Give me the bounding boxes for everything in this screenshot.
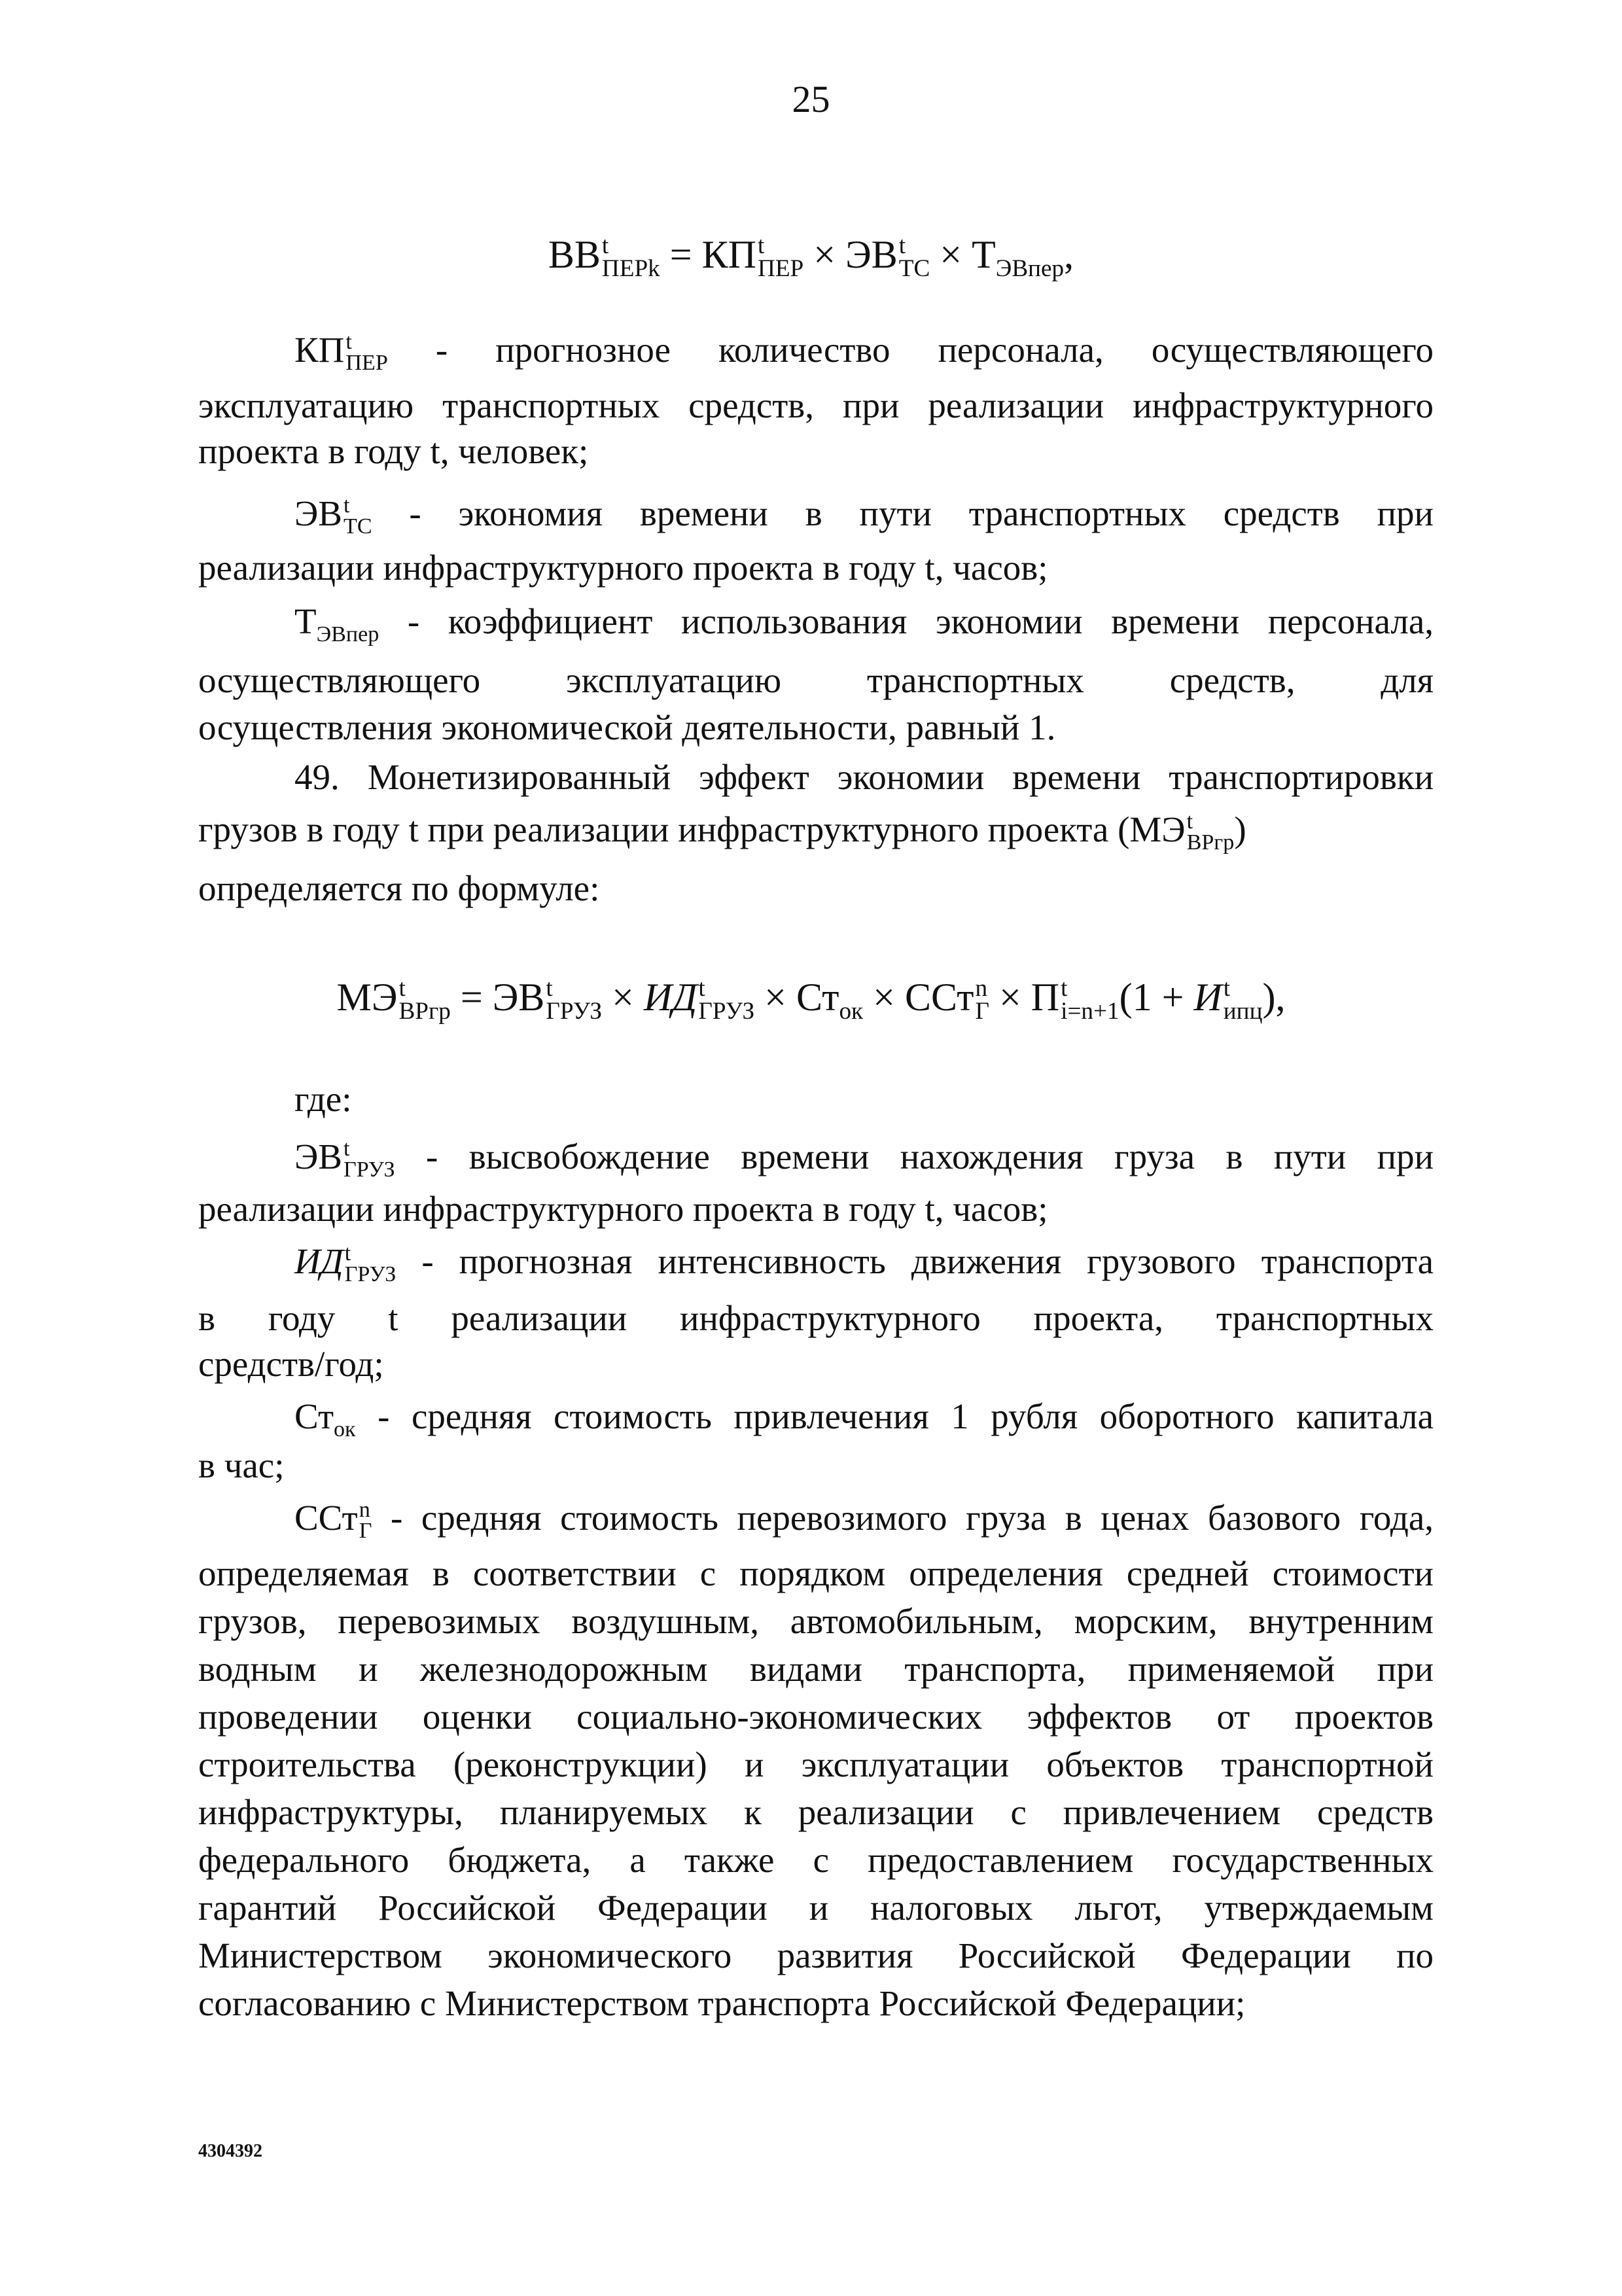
def-st-ok-line1: $Ст_{ок}$ - средняя стоимость привлечения 1 рубля оборотного капитала bbox=[294, 1396, 1434, 1441]
symbol-me-vrgr: МЭ t ВРгр bbox=[1129, 809, 1235, 855]
def-sst-line: определяемая в соответствии с порядком определения средней стоимости bbox=[198, 1553, 1434, 1593]
page-number: 25 bbox=[792, 78, 830, 120]
def-sst-line: федерального бюджета, а также с предоставлением государственных bbox=[198, 1840, 1434, 1880]
symbol-ev-gruz: ЭВ t ГРУЗ bbox=[294, 1136, 395, 1182]
def-t-evper-line3: осуществления экономической деятельности, равный 1. bbox=[198, 707, 1056, 747]
symbol-sst-g: ССт n Г bbox=[294, 1497, 372, 1543]
def-sst-line: водным и железнодорожным видами транспорта, применяемой при bbox=[198, 1649, 1434, 1689]
def-id-gruz-line3: средств/год; bbox=[198, 1344, 384, 1384]
where-label: где: bbox=[294, 1079, 352, 1119]
symbol-kp: КП t ПЕР bbox=[294, 329, 388, 375]
def-sst-line1: ССт n Г - средняя стоимость перевозимого груза в ценах базового года, bbox=[294, 1497, 1434, 1543]
def-kp-line3: проекта в году t, человек; bbox=[198, 431, 589, 471]
def-id-gruz-line2: в году t реализации инфраструктурного проекта, транспортных bbox=[198, 1298, 1434, 1338]
para49-line1: 49. Монетизированный эффект экономии времени транспортировки bbox=[294, 757, 1434, 797]
symbol-id-gruz: ИД t ГРУЗ bbox=[294, 1241, 397, 1286]
def-ev-gruz-line1: ЭВ t ГРУЗ - высвобождение времени нахождения груза в пути при bbox=[294, 1136, 1434, 1182]
def-sst-line: согласованию с Министерством транспорта Российской Федерации; bbox=[198, 1983, 1246, 2023]
document-code: 4304392 bbox=[198, 2141, 262, 2161]
def-ev-gruz-line2: реализации инфраструктурного проекта в году t, часов; bbox=[198, 1189, 1048, 1229]
def-sst-line: гарантий Российской Федерации и налоговых льгот, утверждаемым bbox=[198, 1888, 1434, 1928]
symbol-ev-tc: ЭВ t ТС bbox=[294, 493, 372, 539]
para49-line3: определяется по формуле: bbox=[198, 868, 600, 908]
def-kp-line2: эксплуатацию транспортных средств, при реализации инфраструктурного bbox=[198, 385, 1434, 425]
formula-vv-perk: ВВ t ПЕРk = КП t ПЕР × ЭВ t ТС × $Т_{ЭВпер}$, bbox=[548, 232, 1074, 283]
def-sst-line: Министерством экономического развития Российской Федерации по bbox=[198, 1935, 1434, 1975]
def-kp-line1: КП t ПЕР - прогнозное количество персонала, осуществляющего bbox=[294, 329, 1434, 375]
def-ev-tc-line1: ЭВ t ТС - экономия времени в пути транспортных средств при bbox=[294, 493, 1434, 539]
def-sst-line: инфраструктуры, планируемых к реализации с привлечением средств bbox=[198, 1792, 1434, 1832]
def-sst-line: строительства (реконструкции) и эксплуатации объектов транспортной bbox=[198, 1744, 1434, 1784]
def-st-ok-line2: в час; bbox=[198, 1445, 285, 1485]
formula-me-vrgr: МЭ t ВРгр = ЭВ t ГРУЗ × ИД t ГРУЗ × $Ст_{ок}$ × ССт n Г × П t i=n+1 (1 + И t ипц ), bbox=[336, 974, 1286, 1025]
symbol-t-evper: $Т_{ЭВпер}$ bbox=[294, 601, 379, 646]
def-id-gruz-line1: ИД t ГРУЗ - прогнозная интенсивность движения грузового транспорта bbox=[294, 1241, 1434, 1286]
def-sst-line: грузов, перевозимых воздушным, автомобильным, морским, внутренним bbox=[198, 1601, 1434, 1641]
def-t-evper-line1: $Т_{ЭВпер}$ - коэффициент использования экономии времени персонала, bbox=[294, 601, 1434, 646]
def-t-evper-line2: осуществляющего эксплуатацию транспортных средств, для bbox=[198, 660, 1434, 700]
symbol-st-ok: $Ст_{ок}$ bbox=[294, 1396, 356, 1441]
def-ev-tc-line2: реализации инфраструктурного проекта в году t, часов; bbox=[198, 548, 1048, 588]
para49-line2: грузов в году t при реализации инфраструктурного проекта (МЭ t ВРгр ) bbox=[198, 809, 1246, 855]
def-sst-line: проведении оценки социально-экономических эффектов от проектов bbox=[198, 1697, 1434, 1737]
